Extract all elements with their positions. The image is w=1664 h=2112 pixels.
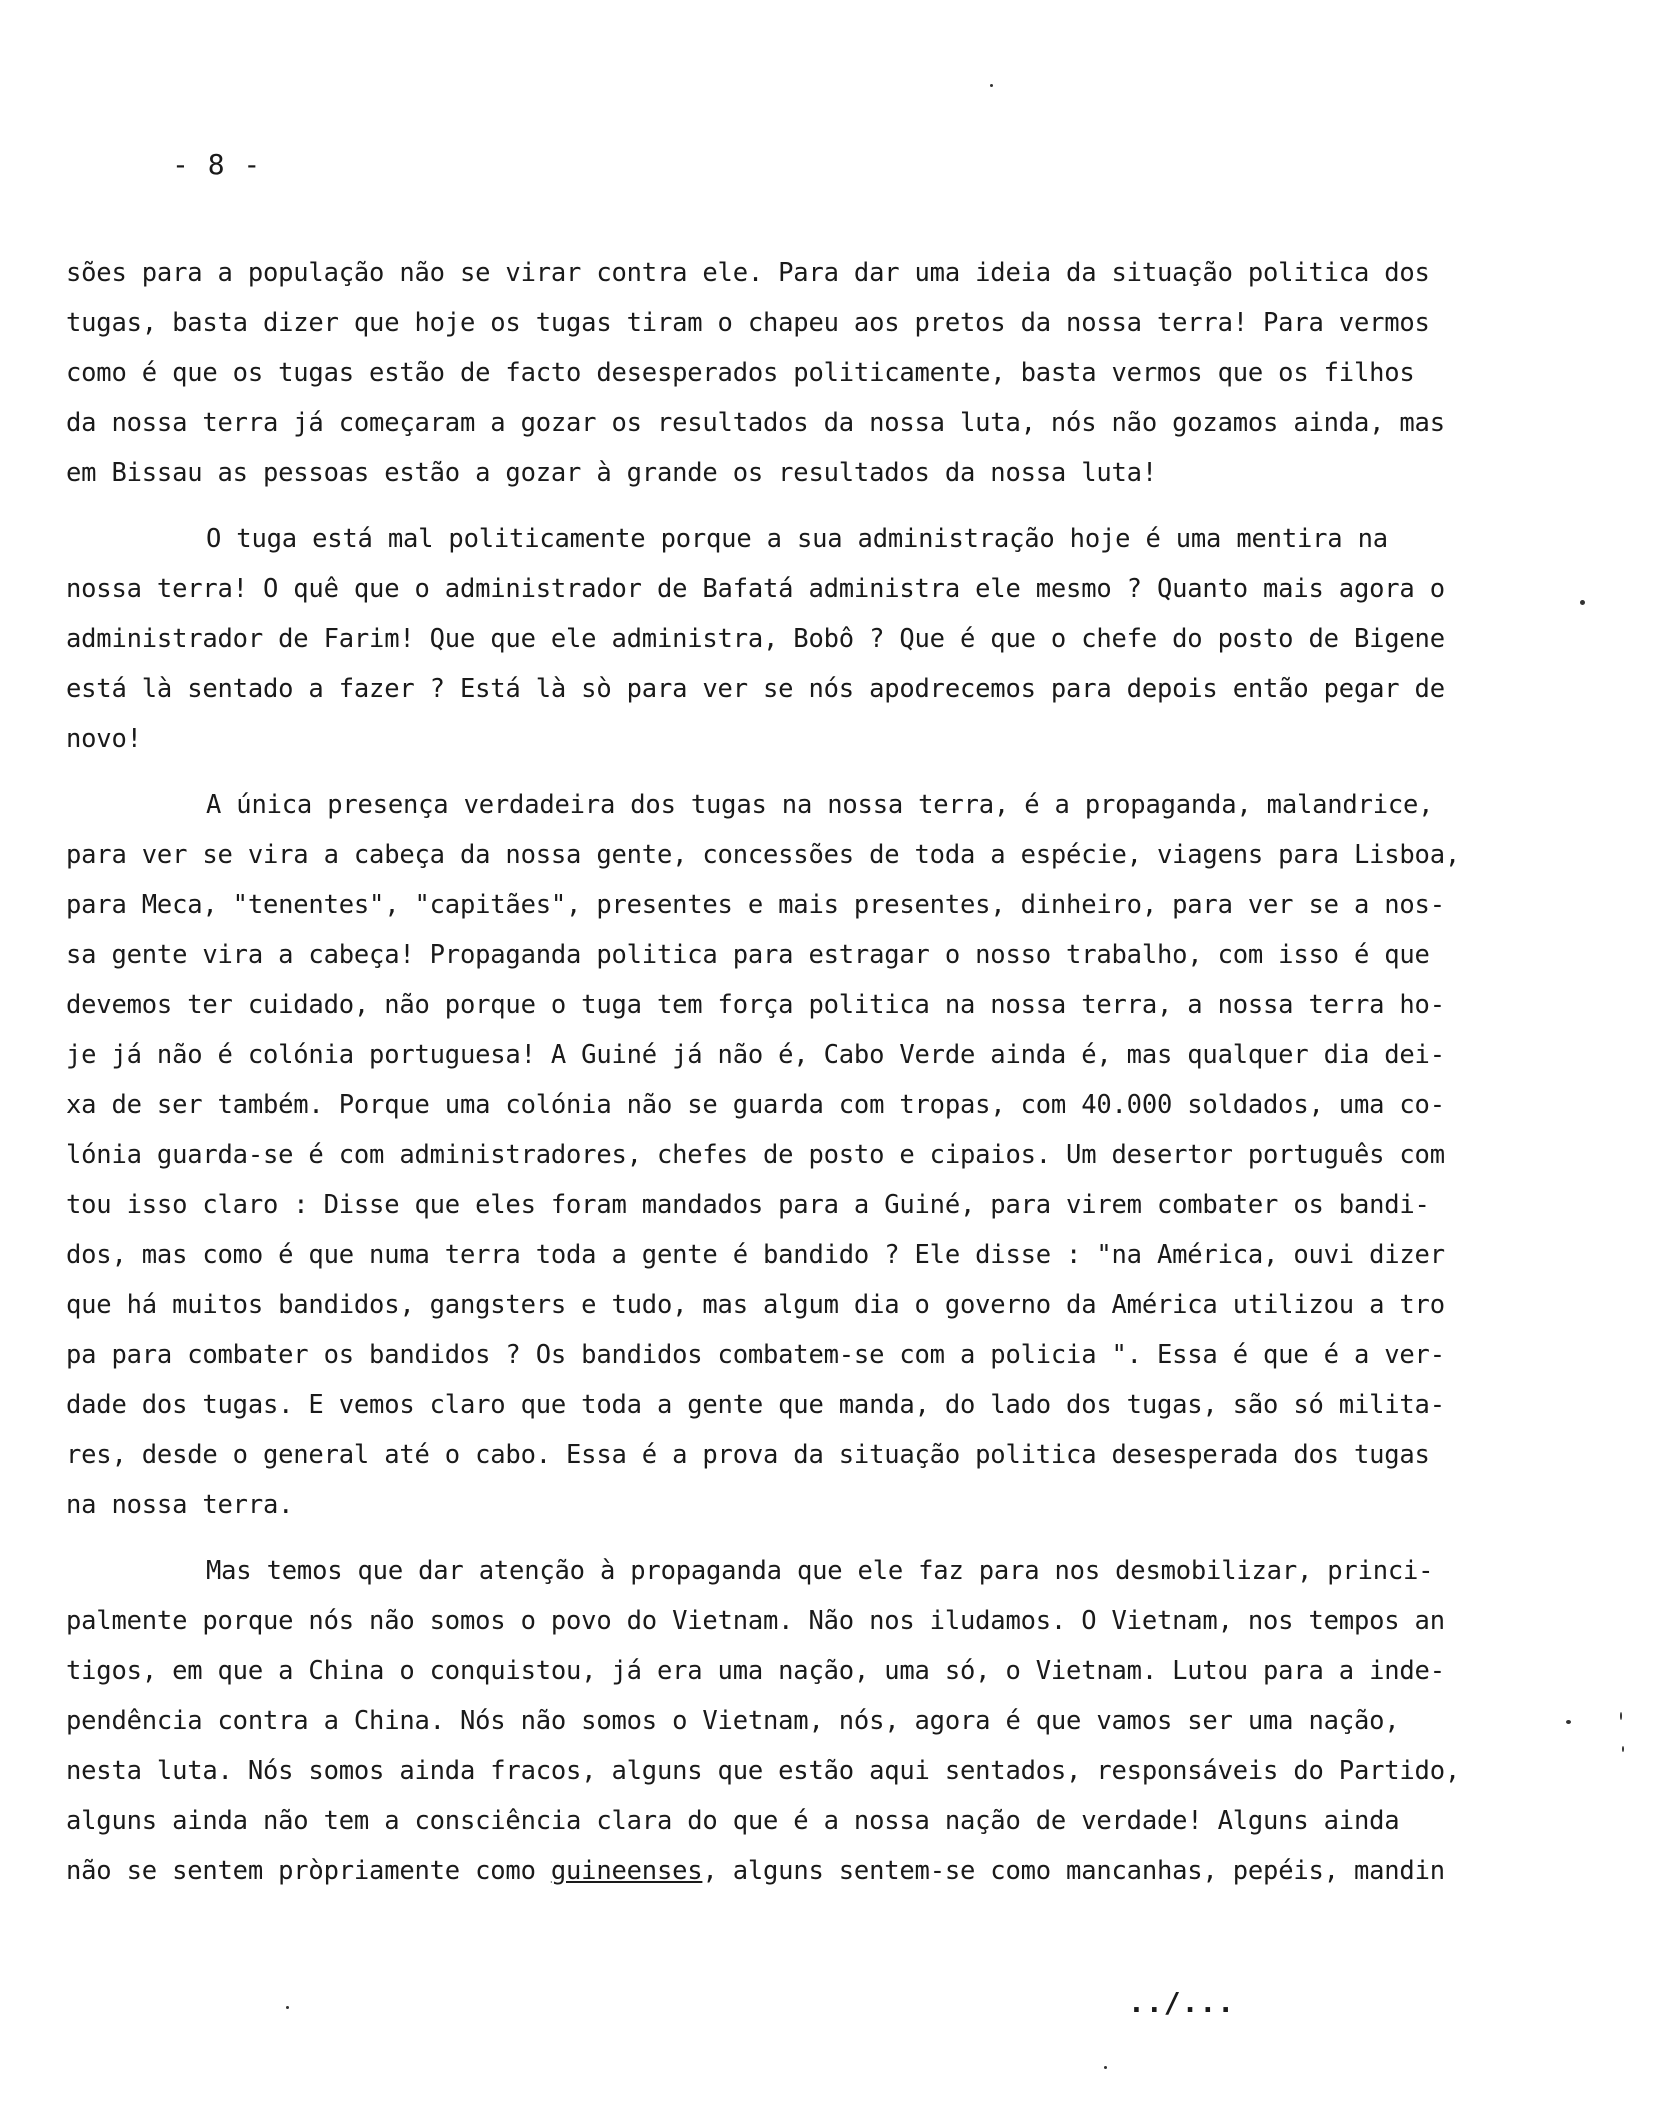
text-line: como é que os tugas estão de facto desesperados politicamente, basta vermos que os filhos	[66, 358, 1415, 388]
text-line: em Bissau as pessoas estão a gozar à grande os resultados da nossa luta!	[66, 458, 1157, 488]
text-line: para Meca, "tenentes", "capitães", presentes e mais presentes, dinheiro, para ver se a nos-	[66, 890, 1445, 920]
text-line: que há muitos bandidos, gangsters e tudo, mas algum dia o governo da América utilizou a tro	[66, 1290, 1445, 1320]
text-line: O tuga está mal politicamente porque a sua administração hoje é uma mentira na	[206, 524, 1388, 554]
paragraph-1	[66, 248, 1506, 498]
text-line: nesta luta. Nós somos ainda fracos, alguns que estão aqui sentados, responsáveis do Partido,	[66, 1756, 1461, 1786]
scan-speck	[1566, 1720, 1571, 1724]
paragraph-2	[66, 514, 1506, 764]
scan-speck	[1622, 1746, 1624, 1752]
text-line: pendência contra a China. Nós não somos o Vietnam, nós, agora é que vamos ser uma nação,	[66, 1706, 1400, 1736]
page-number: - 8 -	[172, 148, 262, 181]
text-line: tou isso claro : Disse que eles foram mandados para a Guiné, para virem combater os bandi-	[66, 1190, 1430, 1220]
text-line: sa gente vira a cabeça! Propaganda politica para estragar o nosso trabalho, com isso é que	[66, 940, 1430, 970]
paragraph-3	[66, 780, 1506, 1530]
text-segment: não se sentem pròpriamente como	[66, 1856, 551, 1886]
text-line: sões para a população não se virar contra ele. Para dar uma ideia da situação politica dos	[66, 258, 1430, 288]
text-line: A única presença verdadeira dos tugas na nossa terra, é a propaganda, malandrice,	[206, 790, 1434, 820]
continuation-mark: ../...	[1128, 1986, 1236, 2019]
text-line: administrador de Farim! Que que ele administra, Bobô ? Que é que o chefe do posto de Bigene	[66, 624, 1445, 654]
body-text	[66, 248, 1506, 1896]
text-line: dade dos tugas. E vemos claro que toda a gente que manda, do lado dos tugas, são só milita-	[66, 1390, 1445, 1420]
scan-speck	[1104, 2066, 1107, 2069]
text-line: tigos, em que a China o conquistou, já era uma nação, uma só, o Vietnam. Lutou para a inde-	[66, 1656, 1445, 1686]
scan-speck	[286, 2006, 289, 2009]
scan-speck	[1580, 600, 1585, 605]
text-line: dos, mas como é que numa terra toda a gente é bandido ? Ele disse : "na América, ouvi dizer	[66, 1240, 1445, 1270]
text-line: tugas, basta dizer que hoje os tugas tiram o chapeu aos pretos da nossa terra! Para vermos	[66, 308, 1430, 338]
text-line: lónia guarda-se é com administradores, chefes de posto e cipaios. Um desertor português com	[66, 1140, 1445, 1170]
text-line: devemos ter cuidado, não porque o tuga tem força politica na nossa terra, a nossa terra ho-	[66, 990, 1445, 1020]
text-line: da nossa terra já começaram a gozar os resultados da nossa luta, nós não gozamos ainda, mas	[66, 408, 1445, 438]
text-line: je já não é colónia portuguesa! A Guiné já não é, Cabo Verde ainda é, mas qualquer dia dei-	[66, 1040, 1445, 1070]
paragraph-4	[66, 1546, 1506, 1896]
text-line: Mas temos que dar atenção à propaganda que ele faz para nos desmobilizar, princi-	[206, 1556, 1434, 1586]
scan-speck	[1620, 1712, 1622, 1720]
text-line: para ver se vira a cabeça da nossa gente, concessões de toda a espécie, viagens para Lisboa,	[66, 840, 1461, 870]
text-line: na nossa terra.	[66, 1490, 294, 1520]
text-line-last	[66, 1846, 1506, 1896]
text-segment: , alguns sentem-se como mancanhas, pepéis, mandin	[702, 1856, 1445, 1886]
text-line: palmente porque nós não somos o povo do Vietnam. Não nos iludamos. O Vietnam, nos tempos an	[66, 1606, 1445, 1636]
scan-speck	[990, 84, 993, 87]
text-line: pa para combater os bandidos ? Os bandidos combatem-se com a policia ". Essa é que é a ver-	[66, 1340, 1445, 1370]
text-line: alguns ainda não tem a consciência clara do que é a nossa nação de verdade! Alguns ainda	[66, 1806, 1400, 1836]
text-line: novo!	[66, 724, 142, 754]
text-line: res, desde o general até o cabo. Essa é a prova da situação politica desesperada dos tugas	[66, 1440, 1430, 1470]
text-line: xa de ser também. Porque uma colónia não se guarda com tropas, com 40.000 soldados, uma co-	[66, 1090, 1445, 1120]
text-line: está là sentado a fazer ? Está là sò para ver se nós apodrecemos para depois então pegar de	[66, 674, 1445, 704]
text-line: nossa terra! O quê que o administrador de Bafatá administra ele mesmo ? Quanto mais agora o	[66, 574, 1445, 604]
underlined-word: guineenses	[550, 1856, 703, 1886]
